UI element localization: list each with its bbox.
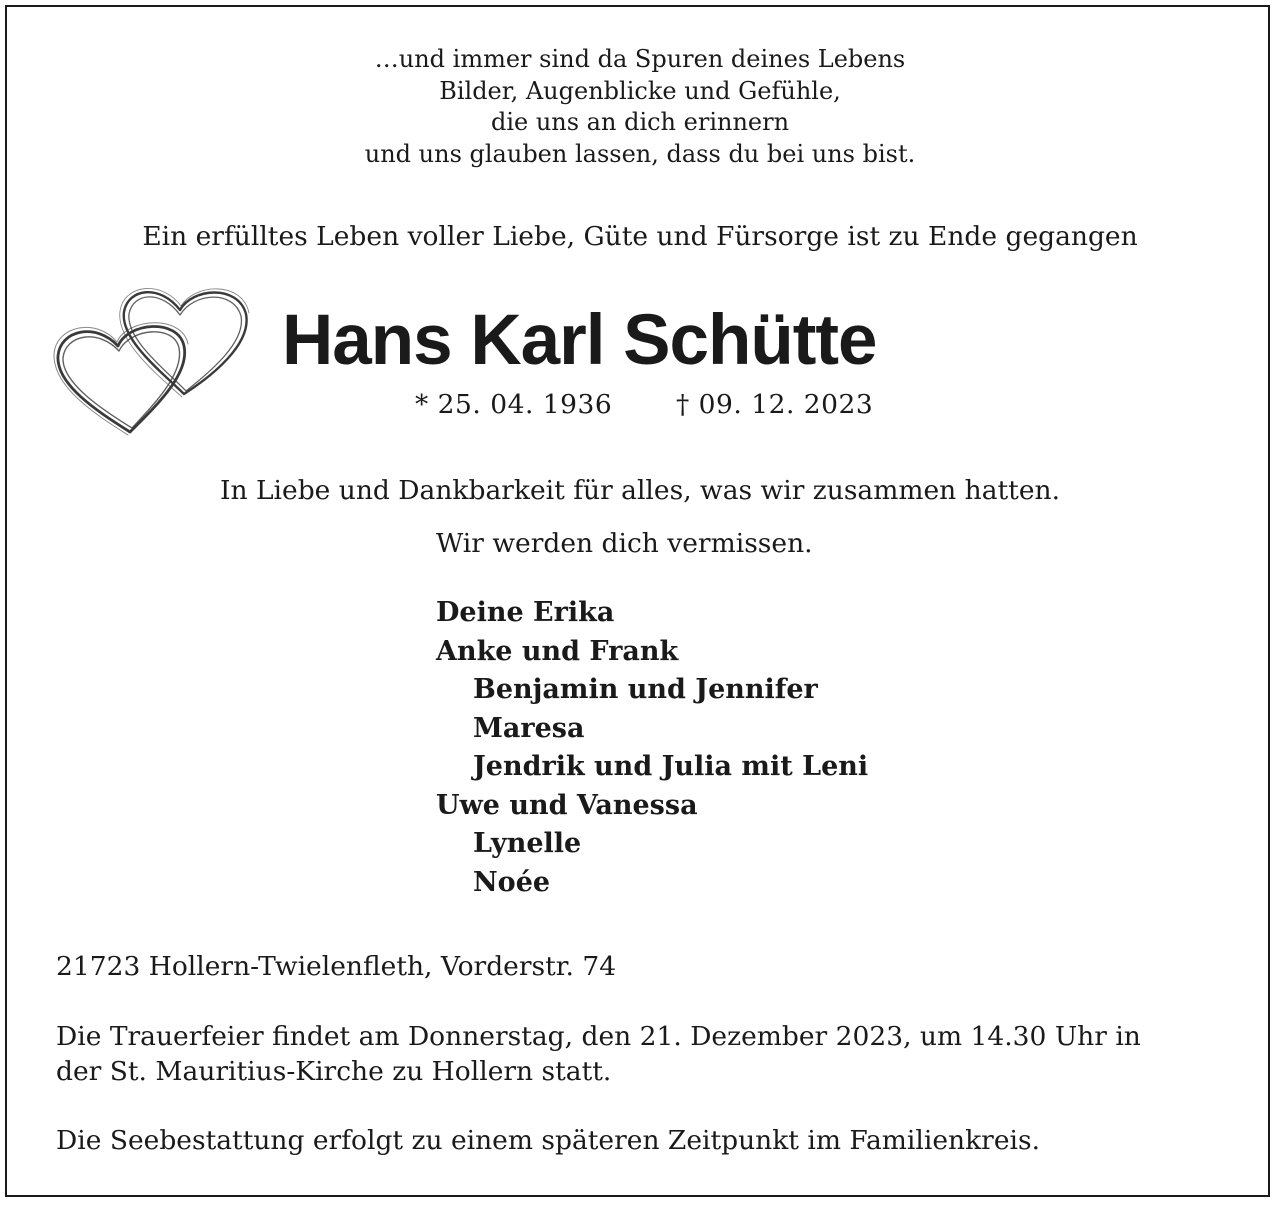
ceremony-line: Die Trauerfeier findet am Donnerstag, den 21. Dezember 2023, um 14.30 Uhr in	[56, 1021, 1141, 1052]
family-member: Noée	[473, 866, 551, 898]
poem-line: und uns glauben lassen, dass du bei uns bist.	[364, 139, 916, 168]
poem	[0, 44, 1280, 170]
gratitude-text: In Liebe und Dankbarkeit für alles, was wir zusammen hatten.	[220, 475, 1060, 506]
family-member: Uwe und Vanessa	[436, 789, 698, 821]
poem-line: Bilder, Augenblicke und Gefühle,	[439, 76, 841, 105]
poem-line: …und immer sind da Spuren deines Lebens	[374, 45, 906, 73]
family-list	[436, 594, 868, 902]
burial-info: Die Seebestattung erfolgt zu einem späteren Zeitpunkt im Familienkreis.	[56, 1125, 1041, 1156]
family-member: Anke und Frank	[436, 635, 679, 667]
deceased-name: Hans Karl Schütte	[282, 301, 877, 380]
poem-line: die uns an dich erinnern	[490, 108, 790, 136]
family-member: Maresa	[473, 712, 585, 744]
ceremony-line: der St. Mauritius-Kirche zu Hollern statt.	[56, 1056, 612, 1087]
two-hearts-icon	[52, 282, 252, 442]
family-member: Deine Erika	[436, 597, 615, 628]
family-member: Benjamin und Jennifer	[473, 674, 818, 705]
miss-text: Wir werden dich vermissen.	[436, 528, 813, 559]
family-member: Jendrik und Julia mit Leni	[473, 751, 869, 782]
intro-text: Ein erfülltes Leben voller Liebe, Güte und Fürsorge ist zu Ende gegangen	[142, 221, 1138, 252]
birth-date: * 25. 04. 1936	[415, 389, 613, 420]
family-member: Lynelle	[473, 828, 582, 859]
address: 21723 Hollern-Twielenfleth, Vorderstr. 74	[56, 951, 617, 982]
death-date: † 09. 12. 2023	[676, 389, 874, 420]
ceremony-info	[56, 1019, 1246, 1089]
